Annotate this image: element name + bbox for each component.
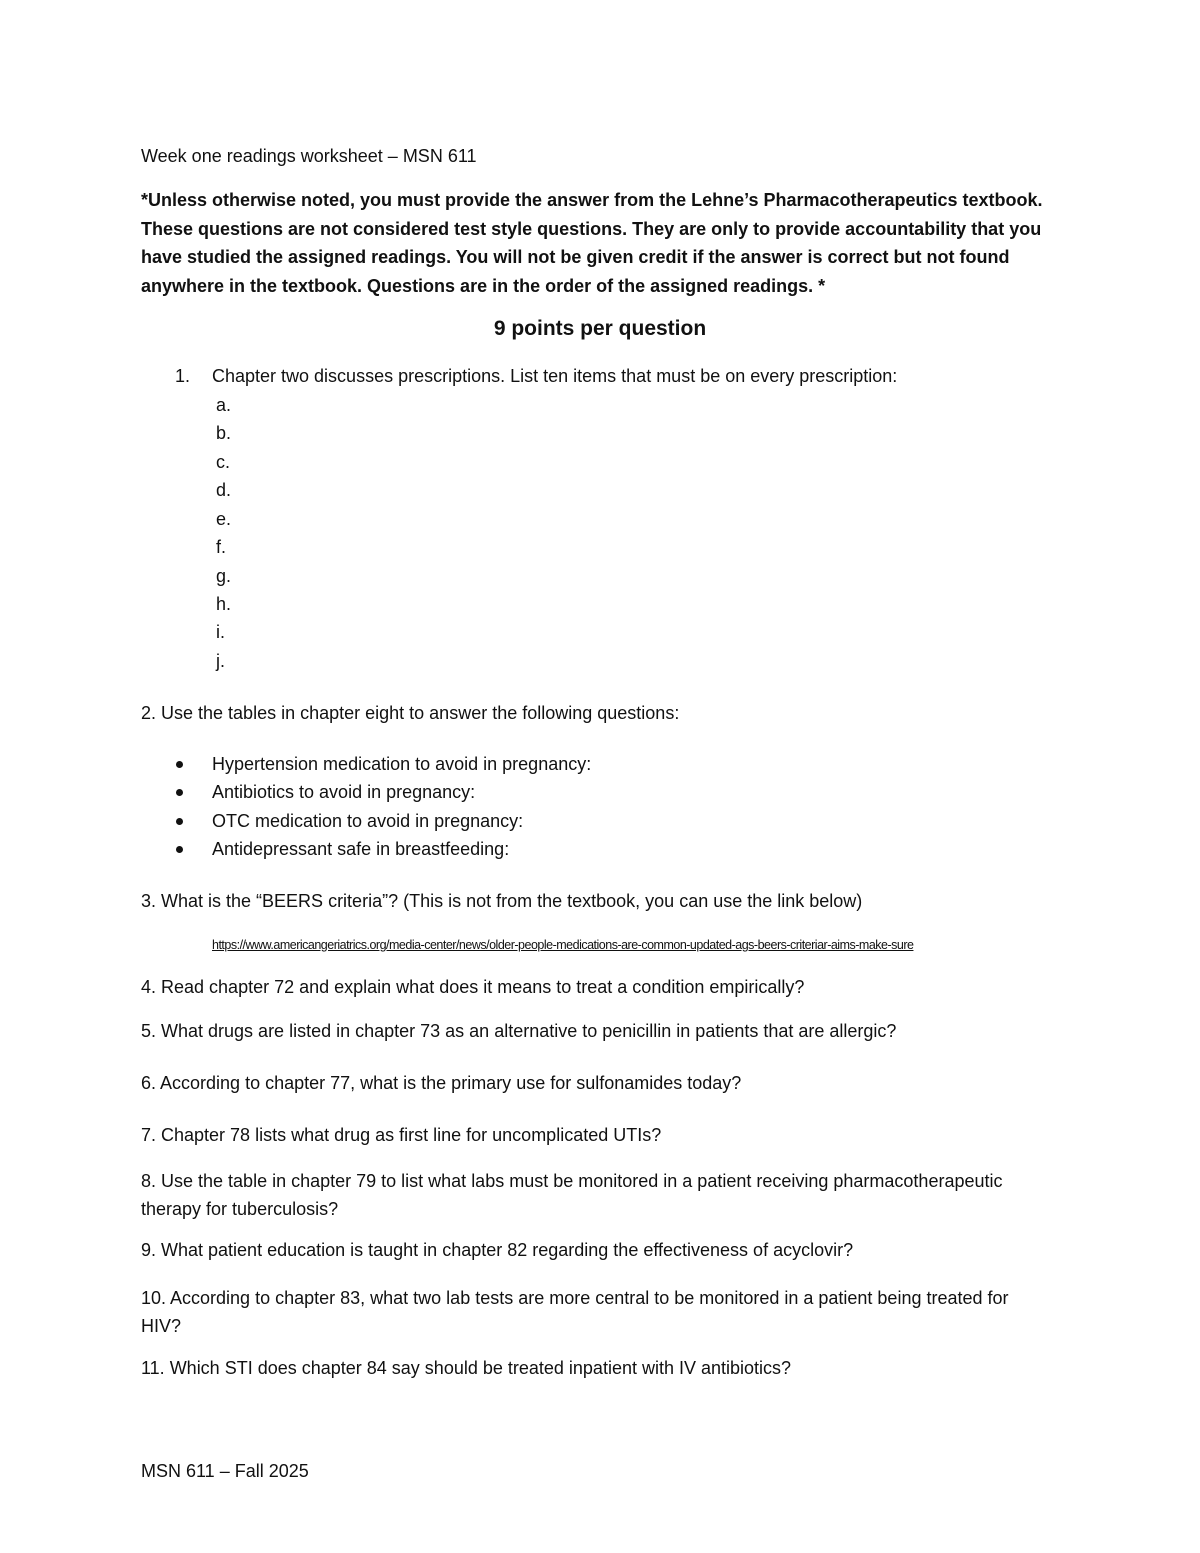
question-7-text: 7. Chapter 78 lists what drug as first line for uncomplicated UTIs? bbox=[141, 1125, 662, 1145]
answer-letter-a: a. bbox=[216, 395, 232, 415]
question-11-text: 11. Which STI does chapter 84 say should be treated inpatient with IV antibiotics? bbox=[141, 1358, 792, 1378]
answer-letter-i: i. bbox=[216, 622, 225, 642]
question-2-bullet-antibiotics: Antibiotics to avoid in pregnancy: bbox=[212, 782, 476, 802]
answer-letter-c: c. bbox=[216, 452, 231, 472]
page-footer: MSN 611 – Fall 2025 bbox=[141, 1461, 309, 1481]
question-8-text: 8. Use the table in chapter 79 to list what labs must be monitored in a patient receiving pharmacotherapeutic therapy for tuberculosis? bbox=[141, 1171, 1003, 1219]
answer-letter-e: e. bbox=[216, 509, 232, 529]
question-5-text: 5. What drugs are listed in chapter 73 as an alternative to penicillin in patients that are allergic? bbox=[141, 1021, 897, 1041]
answer-letter-j: j. bbox=[216, 651, 225, 671]
question-3-text: 3. What is the “BEERS criteria”? (This is not from the textbook, you can use the link below) bbox=[141, 891, 863, 911]
question-10-text: 10. According to chapter 83, what two lab tests are more central to be monitored in a patient being treated for HIV? bbox=[141, 1288, 1009, 1336]
bullet-dot-icon bbox=[176, 818, 183, 825]
question-4-text: 4. Read chapter 72 and explain what does it means to treat a condition empirically? bbox=[141, 977, 805, 997]
question-6-text: 6. According to chapter 77, what is the primary use for sulfonamides today? bbox=[141, 1073, 742, 1093]
answer-letter-h: h. bbox=[216, 594, 232, 614]
question-2-bullet-antidepressant: Antidepressant safe in breastfeeding: bbox=[212, 839, 510, 859]
question-1-number: 1. bbox=[175, 366, 191, 386]
answer-letter-d: d. bbox=[216, 480, 232, 500]
bullet-dot-icon bbox=[176, 846, 183, 853]
points-heading: 9 points per question bbox=[493, 317, 707, 340]
bullet-dot-icon bbox=[176, 761, 183, 768]
answer-letter-f: f. bbox=[216, 537, 227, 557]
question-2-bullet-otc: OTC medication to avoid in pregnancy: bbox=[212, 811, 524, 831]
answer-letter-b: b. bbox=[216, 423, 232, 443]
instructions-paragraph: *Unless otherwise noted, you must provide the answer from the Lehne’s Pharmacotherapeutics textbook. These questions are not considered test style questions. They are only to provide accountability that you have studied the assigned readings. You will not be given credit if the answer is correct but not found anywhere in the textbook. Questions are in the order of the assigned readings. * bbox=[141, 190, 1043, 296]
question-2-bullet-hypertension: Hypertension medication to avoid in pregnancy: bbox=[212, 754, 592, 774]
question-1-text: Chapter two discusses prescriptions. List ten items that must be on every prescription: bbox=[212, 366, 898, 386]
question-9-text: 9. What patient education is taught in chapter 82 regarding the effectiveness of acyclovir? bbox=[141, 1240, 854, 1260]
beers-criteria-link[interactable]: https://www.americangeriatrics.org/media-center/news/older-people-medications-are-common-updated-ags-beers-criteriar-aims-make-sure bbox=[212, 938, 914, 952]
question-2-text: 2. Use the tables in chapter eight to answer the following questions: bbox=[141, 703, 680, 723]
bullet-dot-icon bbox=[176, 789, 183, 796]
document-title: Week one readings worksheet – MSN 611 bbox=[141, 146, 477, 166]
answer-letter-g: g. bbox=[216, 566, 232, 586]
